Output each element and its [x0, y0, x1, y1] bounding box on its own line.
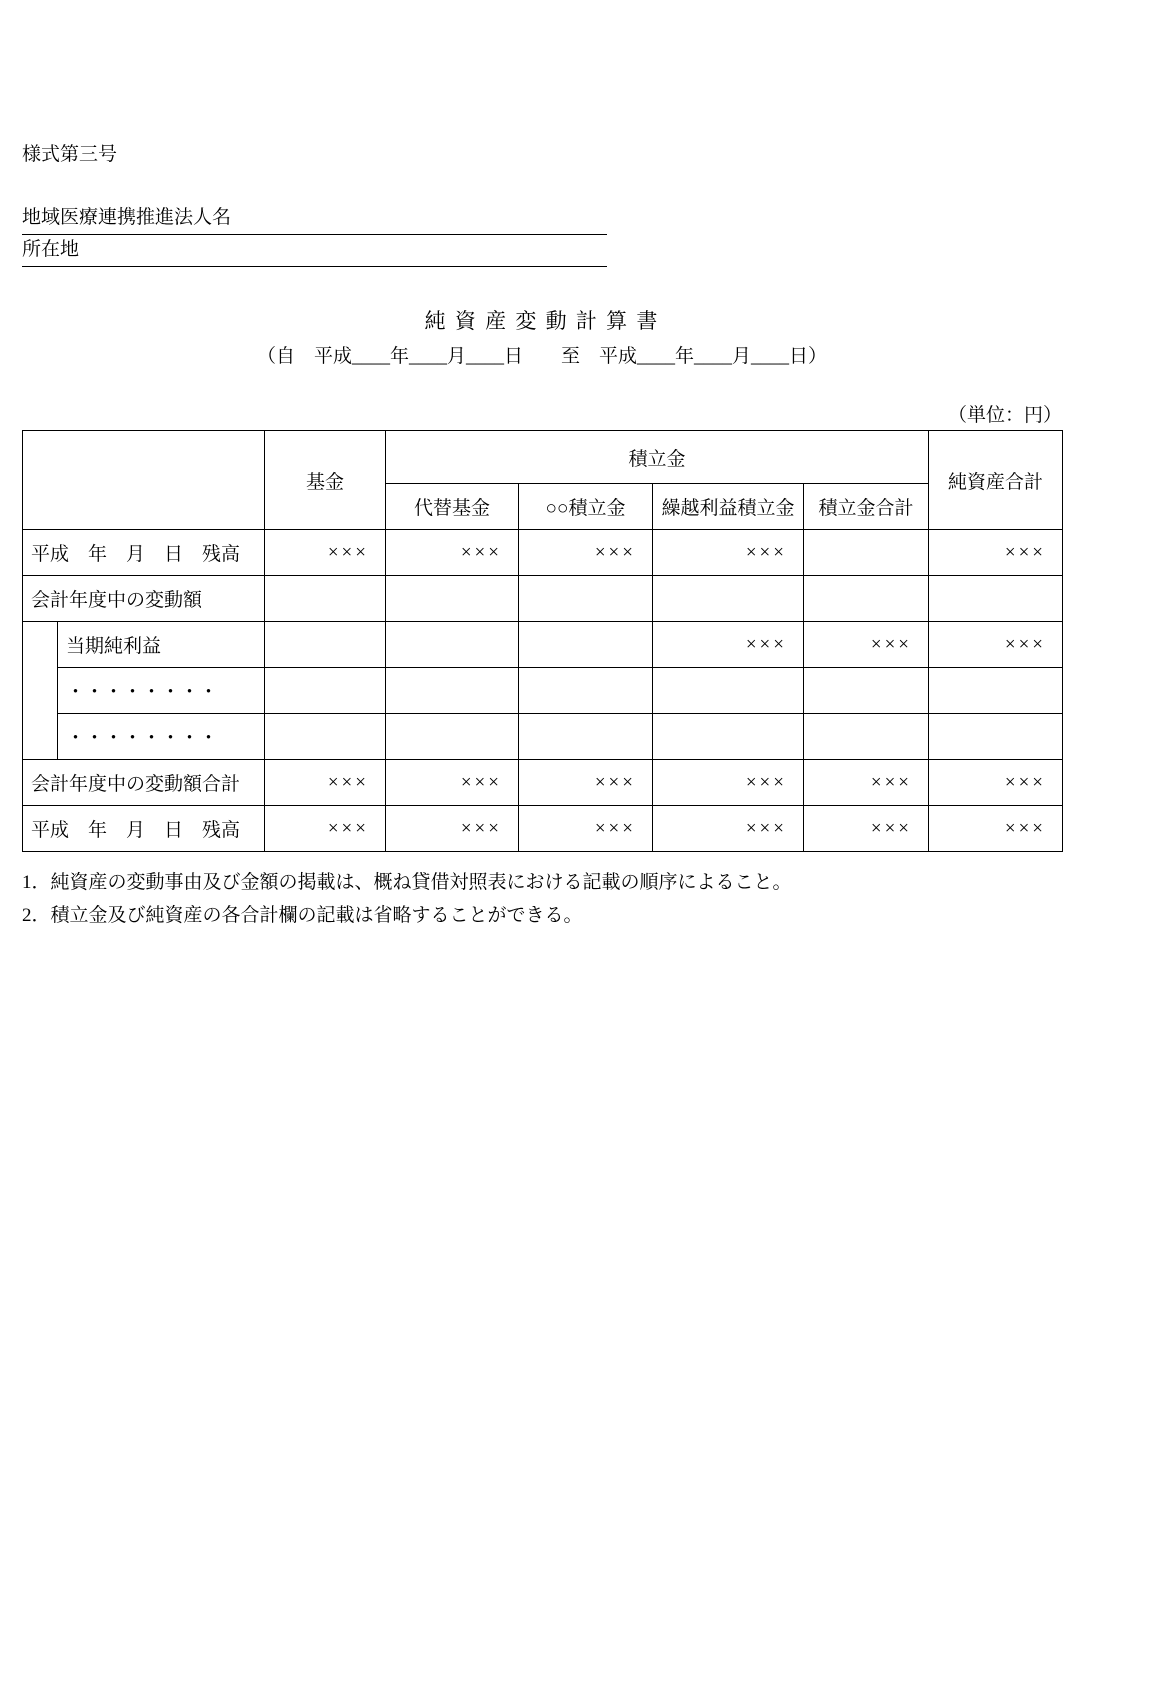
table-cell — [804, 530, 929, 576]
table-cell: ××× — [265, 530, 386, 576]
table-cell — [804, 668, 929, 714]
table-cell — [519, 668, 653, 714]
header-reserve-total: 積立金合計 — [804, 484, 929, 530]
header-substitute-fund: 代替基金 — [386, 484, 519, 530]
table-cell — [653, 714, 804, 760]
row-label: 平成 年 月 日 残高 — [23, 530, 265, 576]
table-cell — [519, 576, 653, 622]
table-row — [23, 622, 1063, 668]
footnote-1: 1．純資産の変動事由及び金額の掲載は、概ね貸借対照表における記載の順序によること。 — [22, 872, 792, 893]
table-cell — [265, 714, 386, 760]
table-cell: ××× — [519, 806, 653, 852]
table-cell: ××× — [653, 530, 804, 576]
footnote-2: 2．積立金及び純資産の各合計欄の記載は省略することができる。 — [22, 905, 583, 926]
table-cell: ××× — [519, 530, 653, 576]
table-cell: ××× — [929, 806, 1063, 852]
row-label: 会計年度中の変動額 — [23, 576, 265, 622]
header-xx-reserve: ○○積立金 — [519, 484, 653, 530]
table-row — [23, 806, 1063, 852]
table-row — [23, 760, 1063, 806]
table-cell: ××× — [653, 622, 804, 668]
table-cell: ××× — [265, 806, 386, 852]
table-row — [23, 530, 1063, 576]
table-cell — [265, 622, 386, 668]
table-cell: ××× — [386, 760, 519, 806]
table-cell: ××× — [265, 760, 386, 806]
corp-name-field — [22, 207, 607, 235]
table-cell — [265, 576, 386, 622]
table-cell — [519, 714, 653, 760]
indent-strip — [23, 622, 58, 760]
table-cell: ××× — [519, 760, 653, 806]
table-cell — [386, 622, 519, 668]
table-cell — [519, 622, 653, 668]
table-cell: ××× — [929, 530, 1063, 576]
header-retained-earnings-reserve: 繰越利益積立金 — [653, 484, 804, 530]
address-field — [22, 239, 607, 267]
unit-label: （単位：円） — [947, 405, 1062, 426]
table-cell: ××× — [653, 806, 804, 852]
net-assets-change-table — [22, 430, 1063, 852]
header-net-assets-total: 純資産合計 — [929, 431, 1063, 530]
table-cell — [265, 668, 386, 714]
table-cell — [653, 668, 804, 714]
header-reserves-group: 積立金 — [386, 431, 929, 484]
table-row — [23, 576, 1063, 622]
row-label: 会計年度中の変動額合計 — [23, 760, 265, 806]
table-cell — [386, 576, 519, 622]
table-row — [23, 714, 1063, 760]
table-cell — [929, 668, 1063, 714]
table-cell: ××× — [386, 530, 519, 576]
period-line: （自 平成____年____月____日 至 平成____年____月____日） — [256, 346, 827, 367]
row-label: 平成 年 月 日 残高 — [23, 806, 265, 852]
header-row-label-column — [23, 431, 265, 530]
header-fund: 基金 — [265, 431, 386, 530]
table-cell — [929, 714, 1063, 760]
row-label: 当期純利益 — [58, 622, 265, 668]
footnotes — [22, 866, 1082, 932]
table-cell: ××× — [804, 806, 929, 852]
corp-name-label: 地域医療連携推進法人名 — [22, 207, 232, 228]
table-row — [23, 668, 1063, 714]
table-cell — [386, 668, 519, 714]
table-cell: ××× — [929, 622, 1063, 668]
table-cell — [386, 714, 519, 760]
table-cell: ××× — [804, 622, 929, 668]
form-number: 様式第三号 — [22, 144, 118, 165]
row-label: ・・・・・・・・ — [58, 714, 265, 760]
table-cell: ××× — [653, 760, 804, 806]
table-cell — [804, 714, 929, 760]
table-cell: ××× — [929, 760, 1063, 806]
table-cell — [653, 576, 804, 622]
document-title: 純 資 産 変 動 計 算 書 — [424, 309, 660, 333]
table-cell: ××× — [386, 806, 519, 852]
row-label: ・・・・・・・・ — [58, 668, 265, 714]
address-label: 所在地 — [22, 239, 80, 260]
table-cell — [929, 576, 1063, 622]
table-cell: ××× — [804, 760, 929, 806]
table-cell — [804, 576, 929, 622]
